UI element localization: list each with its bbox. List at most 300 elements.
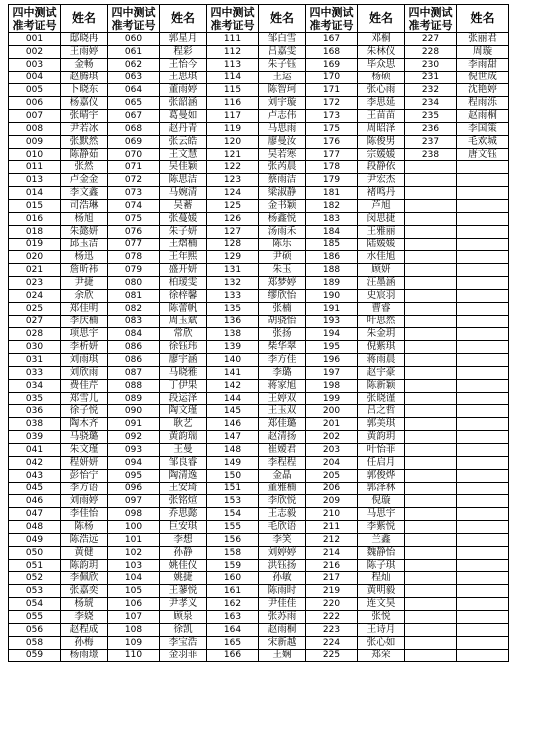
student-name-cell: 李紫悦 — [358, 521, 405, 534]
student-name-cell: 李庆楠 — [61, 315, 108, 328]
student-name-cell: 毕众思 — [358, 58, 405, 71]
exam-id-cell — [405, 328, 457, 341]
student-name-cell: 张扬 — [259, 328, 306, 341]
exam-id-cell: 038 — [9, 418, 61, 431]
student-name-cell: 王思琪 — [160, 71, 207, 84]
student-name-cell: 张默然 — [61, 135, 108, 148]
exam-id-cell — [405, 444, 457, 457]
exam-id-cell: 204 — [306, 456, 358, 469]
student-name-cell — [457, 354, 509, 367]
exam-id-cell: 128 — [207, 238, 259, 251]
student-name-cell: 陶木齐 — [61, 418, 108, 431]
header-name: 姓名 — [259, 5, 306, 33]
student-name-cell — [457, 431, 509, 444]
exam-id-cell: 010 — [9, 148, 61, 161]
student-name-cell: 郭星月 — [160, 33, 207, 46]
student-name-cell: 郭泽林 — [358, 482, 405, 495]
student-name-cell: 陈智珂 — [259, 84, 306, 97]
exam-id-cell: 074 — [108, 199, 160, 212]
student-name-cell: 毛欢城 — [457, 135, 509, 148]
student-name-cell: 朱子妍 — [160, 225, 207, 238]
exam-id-cell: 235 — [405, 110, 457, 123]
table-row — [9, 328, 509, 341]
exam-id-cell: 217 — [306, 572, 358, 585]
exam-id-cell — [405, 392, 457, 405]
table-row — [9, 444, 509, 457]
exam-id-cell: 167 — [306, 33, 358, 46]
student-name-cell: 蔡雨洁 — [259, 174, 306, 187]
exam-id-cell: 050 — [9, 546, 61, 559]
student-name-cell: 褚鸣丹 — [358, 187, 405, 200]
exam-id-cell — [405, 302, 457, 315]
student-name-cell: 王曼 — [160, 444, 207, 457]
exam-id-cell: 117 — [207, 110, 259, 123]
student-name-cell: 任启月 — [358, 456, 405, 469]
student-name-cell: 郭俊烨 — [358, 469, 405, 482]
exam-id-cell — [405, 456, 457, 469]
exam-id-cell: 080 — [108, 277, 160, 290]
student-name-cell: 马婉清 — [160, 187, 207, 200]
exam-id-cell: 131 — [207, 264, 259, 277]
exam-id-cell — [405, 431, 457, 444]
student-name-cell: 李佳怡 — [61, 508, 108, 521]
exam-id-cell: 070 — [108, 148, 160, 161]
student-name-cell: 吕嘉雯 — [259, 45, 306, 58]
student-name-cell: 郑佳璐 — [259, 418, 306, 431]
exam-id-cell: 132 — [207, 277, 259, 290]
student-name-cell — [457, 212, 509, 225]
exam-id-cell: 042 — [9, 456, 61, 469]
student-name-cell: 李雨甜 — [457, 58, 509, 71]
student-name-cell — [457, 482, 509, 495]
exam-id-cell: 086 — [108, 341, 160, 354]
exam-id-cell: 033 — [9, 366, 61, 379]
student-name-cell: 黄韵玥 — [358, 431, 405, 444]
student-name-cell: 李方语 — [61, 482, 108, 495]
exam-id-cell: 073 — [108, 187, 160, 200]
exam-id-cell: 048 — [9, 521, 61, 534]
student-name-cell: 赵宇豪 — [358, 366, 405, 379]
exam-id-cell: 002 — [9, 45, 61, 58]
student-name-cell: 李欣悦 — [259, 495, 306, 508]
table-row — [9, 508, 509, 521]
exam-id-cell: 092 — [108, 431, 160, 444]
exam-id-cell: 219 — [306, 585, 358, 598]
student-name-cell: 詹昕祎 — [61, 264, 108, 277]
exam-id-cell: 234 — [405, 97, 457, 110]
student-name-cell — [457, 469, 509, 482]
student-name-cell: 陈韵玥 — [61, 559, 108, 572]
exam-id-cell: 009 — [9, 135, 61, 148]
exam-id-cell: 216 — [306, 559, 358, 572]
exam-id-cell: 185 — [306, 238, 358, 251]
exam-id-cell: 062 — [108, 58, 160, 71]
student-name-cell: 王雅丽 — [358, 225, 405, 238]
exam-id-cell: 106 — [108, 598, 160, 611]
exam-id-cell: 165 — [207, 636, 259, 649]
table-row — [9, 33, 509, 46]
exam-id-cell: 083 — [108, 315, 160, 328]
exam-id-cell: 090 — [108, 405, 160, 418]
student-name-cell: 杨迅 — [61, 251, 108, 264]
student-name-cell: 邱玉洁 — [61, 238, 108, 251]
table-row — [9, 623, 509, 636]
student-name-cell: 陆媛媛 — [358, 238, 405, 251]
exam-id-cell — [405, 572, 457, 585]
exam-id-cell: 160 — [207, 572, 259, 585]
exam-id-cell: 144 — [207, 392, 259, 405]
table-row — [9, 251, 509, 264]
student-name-cell: 王安琦 — [160, 482, 207, 495]
student-name-cell: 孙静 — [160, 546, 207, 559]
exam-id-cell — [405, 225, 457, 238]
student-name-cell: 连文昊 — [358, 598, 405, 611]
student-name-cell: 李文鑫 — [61, 187, 108, 200]
student-name-cell: 陈思洁 — [160, 174, 207, 187]
student-name-cell: 段运泽 — [160, 392, 207, 405]
exam-id-cell — [405, 161, 457, 174]
exam-id-cell — [405, 598, 457, 611]
exam-id-cell: 101 — [108, 533, 160, 546]
student-name-cell: 李娆 — [61, 610, 108, 623]
exam-id-cell: 114 — [207, 71, 259, 84]
student-name-cell — [457, 277, 509, 290]
student-name-cell: 李笑 — [259, 533, 306, 546]
table-row — [9, 495, 509, 508]
exam-id-cell: 013 — [9, 174, 61, 187]
exam-id-cell: 031 — [9, 354, 61, 367]
student-name-cell: 刘雨琪 — [61, 354, 108, 367]
student-name-cell: 邹白雪 — [259, 33, 306, 46]
exam-id-cell: 209 — [306, 495, 358, 508]
student-name-cell — [457, 546, 509, 559]
student-name-cell: 杨鑫悦 — [259, 212, 306, 225]
student-name-cell — [457, 533, 509, 546]
student-name-cell: 陈俊男 — [358, 135, 405, 148]
exam-id-cell: 082 — [108, 302, 160, 315]
student-name-cell: 张悦 — [358, 610, 405, 623]
exam-id-cell: 135 — [207, 302, 259, 315]
exam-id-cell: 225 — [306, 649, 358, 662]
student-name-cell: 王娴 — [259, 649, 306, 662]
exam-id-cell: 181 — [306, 187, 358, 200]
table-row — [9, 456, 509, 469]
exam-id-cell: 075 — [108, 212, 160, 225]
exam-id-cell: 200 — [306, 405, 358, 418]
exam-id-cell: 095 — [108, 469, 160, 482]
student-name-cell: 孙敏 — [259, 572, 306, 585]
student-name-cell: 李想 — [160, 533, 207, 546]
student-name-cell — [457, 495, 509, 508]
student-name-cell — [457, 623, 509, 636]
student-name-cell — [457, 328, 509, 341]
student-name-cell: 尹捷 — [61, 277, 108, 290]
student-name-cell: 黄健 — [61, 546, 108, 559]
exam-id-cell: 003 — [9, 58, 61, 71]
student-name-cell: 李程程 — [259, 456, 306, 469]
student-name-cell: 陈雨时 — [259, 585, 306, 598]
exam-id-cell: 121 — [207, 148, 259, 161]
exam-id-cell: 098 — [108, 508, 160, 521]
exam-id-cell — [405, 174, 457, 187]
exam-id-cell: 148 — [207, 444, 259, 457]
table-row — [9, 354, 509, 367]
exam-id-cell: 145 — [207, 405, 259, 418]
student-name-cell: 乔思懿 — [160, 508, 207, 521]
header-exam-id — [9, 5, 61, 33]
exam-id-cell: 164 — [207, 623, 259, 636]
exam-id-cell: 064 — [108, 84, 160, 97]
exam-id-cell: 171 — [306, 84, 358, 97]
student-name-cell: 王诗月 — [358, 623, 405, 636]
student-name-cell — [457, 444, 509, 457]
exam-id-cell: 139 — [207, 341, 259, 354]
exam-id-cell: 136 — [207, 315, 259, 328]
student-name-cell: 赵丹青 — [160, 122, 207, 135]
student-name-cell: 陈静茹 — [61, 148, 108, 161]
student-name-cell: 马骁璐 — [61, 431, 108, 444]
exam-id-cell: 025 — [9, 302, 61, 315]
student-name-cell: 程妍妍 — [61, 456, 108, 469]
student-name-cell — [457, 572, 509, 585]
exam-id-cell: 198 — [306, 379, 358, 392]
exam-id-cell: 168 — [306, 45, 358, 58]
student-name-cell: 金畅 — [61, 58, 108, 71]
student-name-cell: 郑梦婷 — [259, 277, 306, 290]
student-name-cell: 张楠 — [259, 302, 306, 315]
table-row — [9, 392, 509, 405]
student-name-cell: 张云皓 — [160, 135, 207, 148]
student-name-cell: 赵清扬 — [259, 431, 306, 444]
exam-id-cell — [405, 212, 457, 225]
exam-id-cell: 001 — [9, 33, 61, 46]
exam-id-cell: 227 — [405, 33, 457, 46]
student-name-cell: 张韶涵 — [160, 97, 207, 110]
exam-id-cell: 034 — [9, 379, 61, 392]
exam-id-cell: 161 — [207, 585, 259, 598]
exam-id-cell: 077 — [108, 238, 160, 251]
exam-id-cell: 053 — [9, 585, 61, 598]
exam-id-cell: 193 — [306, 315, 358, 328]
exam-id-cell: 147 — [207, 431, 259, 444]
student-name-cell: 程雨泺 — [457, 97, 509, 110]
student-name-cell: 宗媛媛 — [358, 148, 405, 161]
exam-id-cell: 146 — [207, 418, 259, 431]
header-exam-id — [207, 5, 259, 33]
student-name-cell: 缪欣怡 — [259, 289, 306, 302]
exam-id-cell: 231 — [405, 71, 457, 84]
exam-id-cell: 159 — [207, 559, 259, 572]
table-row — [9, 610, 509, 623]
exam-id-cell: 103 — [108, 559, 160, 572]
exam-id-cell: 190 — [306, 289, 358, 302]
exam-id-cell: 004 — [9, 71, 61, 84]
student-name-cell: 倪紫琪 — [358, 341, 405, 354]
table-row — [9, 366, 509, 379]
student-name-cell: 金羽菲 — [160, 649, 207, 662]
exam-id-cell — [405, 559, 457, 572]
exam-id-cell: 014 — [9, 187, 61, 200]
exam-id-cell: 222 — [306, 610, 358, 623]
student-name-cell: 蒋雨晨 — [358, 354, 405, 367]
student-name-cell — [457, 508, 509, 521]
student-name-cell: 葛曼如 — [160, 110, 207, 123]
student-name-cell: 陶清逸 — [160, 469, 207, 482]
exam-id-cell — [405, 469, 457, 482]
student-name-cell: 王雨婷 — [61, 45, 108, 58]
student-name-cell: 陈新颖 — [358, 379, 405, 392]
exam-id-cell — [405, 533, 457, 546]
header-exam-id-line1: 四中测试 — [210, 5, 255, 19]
exam-id-cell: 179 — [306, 174, 358, 187]
student-name-cell: 尹佳佳 — [259, 598, 306, 611]
student-name-cell — [457, 610, 509, 623]
exam-id-cell: 126 — [207, 212, 259, 225]
student-name-cell: 孙梅 — [61, 636, 108, 649]
student-name-cell: 常欣 — [160, 328, 207, 341]
student-name-cell: 郭美琪 — [358, 418, 405, 431]
exam-id-cell: 163 — [207, 610, 259, 623]
student-name-cell: 尹宏杰 — [358, 174, 405, 187]
exam-id-cell: 023 — [9, 277, 61, 290]
exam-id-cell: 055 — [9, 610, 61, 623]
exam-id-cell: 142 — [207, 379, 259, 392]
student-name-cell: 周昭泽 — [358, 122, 405, 135]
student-name-cell: 李璐 — [259, 366, 306, 379]
exam-id-cell — [405, 405, 457, 418]
exam-id-cell: 081 — [108, 289, 160, 302]
exam-id-cell: 177 — [306, 148, 358, 161]
exam-id-cell: 214 — [306, 546, 358, 559]
exam-id-cell: 045 — [9, 482, 61, 495]
header-exam-id — [108, 5, 160, 33]
student-name-cell: 陈乐 — [259, 238, 306, 251]
table-row — [9, 533, 509, 546]
exam-id-cell: 015 — [9, 199, 61, 212]
exam-id-cell: 178 — [306, 161, 358, 174]
exam-id-cell: 084 — [108, 328, 160, 341]
student-name-cell: 费佳芹 — [61, 379, 108, 392]
student-name-cell: 张心雨 — [358, 84, 405, 97]
exam-id-cell: 138 — [207, 328, 259, 341]
exam-id-cell: 237 — [405, 135, 457, 148]
table-row — [9, 585, 509, 598]
exam-id-cell: 203 — [306, 444, 358, 457]
student-name-cell: 朱金玥 — [358, 328, 405, 341]
student-name-cell — [457, 405, 509, 418]
exam-id-cell: 129 — [207, 251, 259, 264]
student-name-cell: 王蓼悦 — [160, 585, 207, 598]
table-row — [9, 110, 509, 123]
exam-id-cell: 212 — [306, 533, 358, 546]
student-name-cell: 赵程成 — [61, 623, 108, 636]
exam-id-cell: 113 — [207, 58, 259, 71]
exam-id-cell: 061 — [108, 45, 160, 58]
student-name-cell: 汤雨禾 — [259, 225, 306, 238]
student-name-cell: 宋新越 — [259, 636, 306, 649]
exam-id-cell: 201 — [306, 418, 358, 431]
exam-id-cell — [405, 366, 457, 379]
exam-id-cell: 153 — [207, 495, 259, 508]
student-name-cell: 邓桐 — [358, 33, 405, 46]
student-name-cell: 赵雨桐 — [259, 623, 306, 636]
exam-id-cell — [405, 199, 457, 212]
table-row — [9, 636, 509, 649]
exam-id-cell: 186 — [306, 251, 358, 264]
exam-id-cell: 016 — [9, 212, 61, 225]
exam-id-cell: 036 — [9, 405, 61, 418]
student-name-cell: 卜晓东 — [61, 84, 108, 97]
exam-id-cell — [405, 379, 457, 392]
student-name-cell: 闵思捷 — [358, 212, 405, 225]
exam-id-cell: 109 — [108, 636, 160, 649]
exam-id-cell: 111 — [207, 33, 259, 46]
exam-roster-table — [8, 4, 509, 662]
table-row — [9, 161, 509, 174]
exam-id-cell: 043 — [9, 469, 61, 482]
student-name-cell: 杨雨璟 — [61, 649, 108, 662]
header-name: 姓名 — [61, 5, 108, 33]
header-exam-id — [405, 5, 457, 33]
student-name-cell: 王熠楠 — [160, 238, 207, 251]
student-name-cell — [457, 585, 509, 598]
student-name-cell: 姚捷 — [160, 572, 207, 585]
exam-id-cell: 140 — [207, 354, 259, 367]
exam-id-cell — [405, 354, 457, 367]
student-name-cell: 郑佳明 — [61, 302, 108, 315]
student-name-cell — [457, 289, 509, 302]
student-name-cell: 水佳旭 — [358, 251, 405, 264]
student-name-cell: 杨旭 — [61, 212, 108, 225]
exam-id-cell: 059 — [9, 649, 61, 662]
student-name-cell: 盛开妍 — [160, 264, 207, 277]
student-name-cell: 丁伊果 — [160, 379, 207, 392]
student-name-cell: 吴佳颖 — [160, 161, 207, 174]
student-name-cell: 张丽君 — [457, 33, 509, 46]
student-name-cell: 卢志伟 — [259, 110, 306, 123]
student-name-cell: 顾泉 — [160, 610, 207, 623]
exam-id-cell: 110 — [108, 649, 160, 662]
header-exam-id — [306, 5, 358, 33]
table-row — [9, 199, 509, 212]
table-row — [9, 71, 509, 84]
student-name-cell — [457, 366, 509, 379]
student-name-cell: 周玉斌 — [160, 315, 207, 328]
exam-id-cell: 232 — [405, 84, 457, 97]
exam-id-cell: 046 — [9, 495, 61, 508]
exam-id-cell — [405, 649, 457, 662]
exam-id-cell: 078 — [108, 251, 160, 264]
exam-id-cell — [405, 238, 457, 251]
student-name-cell: 巨安琪 — [160, 521, 207, 534]
student-name-cell: 张晴宇 — [61, 110, 108, 123]
student-name-cell — [457, 225, 509, 238]
table-row — [9, 546, 509, 559]
student-name-cell: 吴蓄 — [160, 199, 207, 212]
exam-id-cell: 170 — [306, 71, 358, 84]
exam-id-cell: 069 — [108, 135, 160, 148]
student-name-cell — [457, 251, 509, 264]
student-name-cell: 余欣 — [61, 289, 108, 302]
student-name-cell: 刘婷婷 — [259, 546, 306, 559]
student-name-cell: 耿艺 — [160, 418, 207, 431]
exam-id-cell — [405, 315, 457, 328]
exam-id-cell: 039 — [9, 431, 61, 444]
table-row — [9, 187, 509, 200]
exam-id-cell — [405, 610, 457, 623]
exam-id-cell: 112 — [207, 45, 259, 58]
exam-id-cell — [405, 521, 457, 534]
